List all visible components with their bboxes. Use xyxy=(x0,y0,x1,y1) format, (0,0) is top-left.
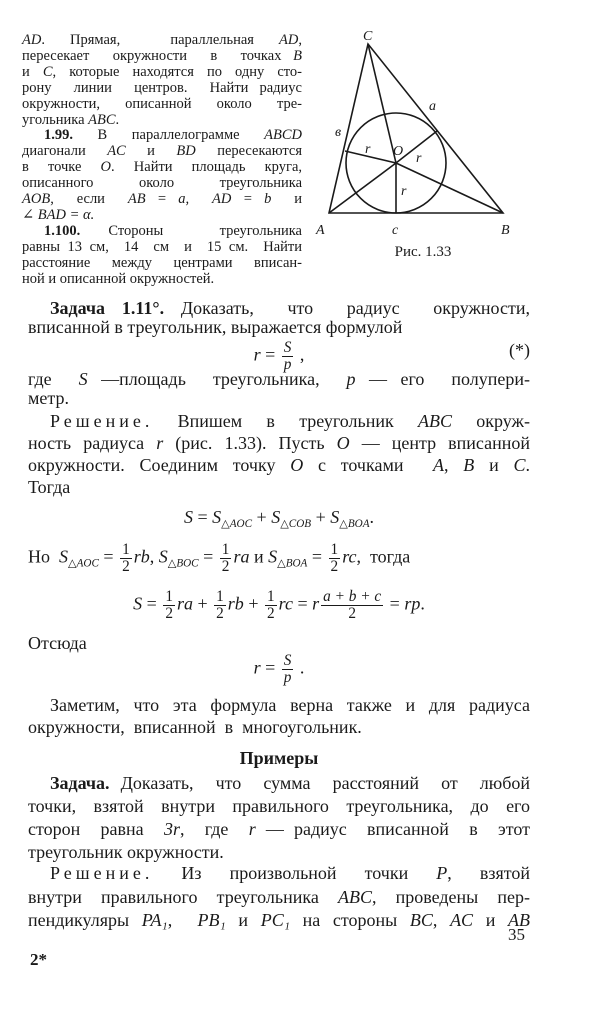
text-line xyxy=(28,542,530,575)
text-run: . Найти площадь круга, xyxy=(111,159,303,176)
radius-label: r xyxy=(401,184,407,199)
text-run: пересекает окружности в точках xyxy=(22,47,294,64)
numerator: a + b + c xyxy=(323,588,382,605)
denominator: 2 xyxy=(221,558,230,576)
text-line xyxy=(28,507,530,534)
math-symbol: 3r xyxy=(163,819,180,839)
math-symbol: B xyxy=(293,47,302,64)
numerator: 1 xyxy=(330,541,339,558)
math-symbol: AB = a, xyxy=(127,191,190,207)
math-symbol: ABC xyxy=(418,411,453,431)
text-run: угольника xyxy=(22,111,89,128)
text-run: метр. xyxy=(28,388,69,408)
math-symbol: C xyxy=(42,63,53,80)
text-run: . xyxy=(420,593,425,614)
math-symbol: r xyxy=(253,657,261,678)
text-line xyxy=(28,887,530,907)
math-symbol: ra xyxy=(233,546,250,567)
math-symbol: A xyxy=(433,455,445,475)
text-run: на стороны xyxy=(289,910,410,930)
signature-mark: 2* xyxy=(30,950,47,969)
math-symbol: p xyxy=(346,369,356,389)
denominator: 2 xyxy=(266,605,275,623)
text-run: . Прямая, параллельная xyxy=(41,32,280,48)
text-line xyxy=(28,317,530,337)
text-run: Отсюда xyxy=(28,633,87,653)
text-line xyxy=(28,388,530,408)
text-run: ной и описанной окружностей. xyxy=(22,270,215,287)
math-symbol: AD = b xyxy=(212,191,272,207)
math-symbol: O xyxy=(290,455,304,475)
text-run: = xyxy=(292,593,313,614)
text-run: описанного около треугольника xyxy=(22,175,302,192)
math-symbol: ABCD xyxy=(264,127,302,144)
text-run: = xyxy=(198,546,218,567)
math-symbol: AC xyxy=(107,143,126,160)
math-symbol: AD xyxy=(279,32,299,48)
text-line xyxy=(28,411,530,431)
denominator: 2 xyxy=(216,605,224,623)
text-run: , xyxy=(298,32,302,48)
text-run: , xyxy=(432,910,451,930)
bold-label: Примеры xyxy=(239,748,319,768)
math-symbol: rc xyxy=(342,546,357,567)
math-symbol: r xyxy=(253,344,261,365)
math-symbol: S xyxy=(271,507,281,527)
math-symbol: S xyxy=(59,546,68,567)
math-symbol: rb xyxy=(133,546,150,567)
center-label-o: O xyxy=(393,144,404,159)
text-run: диагонали xyxy=(22,143,108,160)
bold-label: 1.99. xyxy=(44,127,73,144)
text-run: . xyxy=(525,455,530,475)
subscript: △COB xyxy=(280,517,312,530)
text-run: Впишем в треугольник xyxy=(153,411,419,431)
numerator: 1 xyxy=(122,541,130,558)
numerator: S xyxy=(283,652,292,669)
text-run: = xyxy=(142,593,162,614)
text-run: В параллелограмме xyxy=(73,127,265,144)
fraction xyxy=(329,542,341,575)
fraction xyxy=(321,589,383,622)
text-run: + xyxy=(252,507,272,527)
math-symbol: BC xyxy=(409,910,433,930)
text-line xyxy=(28,369,530,389)
text-run: окружности, описанной около тре- xyxy=(22,95,302,112)
text-line xyxy=(28,589,530,622)
text-run: пендикуляры xyxy=(28,910,142,930)
math-symbol: PC₁ xyxy=(260,910,290,930)
denominator: p xyxy=(283,669,292,687)
math-symbol: rb xyxy=(227,593,244,614)
text-line xyxy=(28,717,530,737)
math-symbol: S xyxy=(133,593,143,614)
text-run: . xyxy=(295,657,305,678)
math-symbol: ∠ BAD = α. xyxy=(22,206,95,223)
text-run: Стороны треугольника xyxy=(80,222,302,239)
text-run: —площадь треугольника, xyxy=(87,369,347,389)
text-line xyxy=(28,796,530,816)
text-run: с точками xyxy=(303,455,434,475)
fraction xyxy=(214,589,226,622)
denominator: 2 xyxy=(348,605,356,623)
math-symbol: B xyxy=(463,455,475,475)
radius-left xyxy=(345,151,396,163)
math-symbol: S xyxy=(158,546,168,567)
text-line xyxy=(28,748,530,768)
text-run: = xyxy=(260,344,280,365)
text-line xyxy=(28,477,530,497)
equation-tag: (*) xyxy=(509,340,530,360)
text-run: вписанной в треугольник, выражается формулой xyxy=(28,317,403,337)
page-number: 35 xyxy=(508,925,525,944)
text-run: окруж- xyxy=(452,411,530,431)
text-line xyxy=(28,910,530,930)
fraction xyxy=(282,653,294,686)
math-symbol: AC xyxy=(450,910,474,930)
math-symbol: P xyxy=(436,863,448,883)
text-run: = xyxy=(385,593,405,614)
text-line xyxy=(28,433,530,453)
numerator: 1 xyxy=(221,541,230,558)
math-symbol: S xyxy=(268,546,278,567)
math-symbol: S xyxy=(212,507,222,527)
math-symbol: C xyxy=(513,455,526,475)
text-run: Но xyxy=(28,546,59,567)
text-run: . xyxy=(115,111,120,128)
text-run: где xyxy=(28,369,79,389)
text-run: + xyxy=(192,593,213,614)
text-line xyxy=(22,271,302,287)
text-run: , если xyxy=(50,191,128,207)
text-line xyxy=(28,633,530,653)
subscript: △BOA xyxy=(277,557,308,570)
spaced-label: Решение. xyxy=(50,863,154,883)
text-run: равны 13 см, 14 см и 15 см. Найти xyxy=(22,238,302,255)
text-run: ность радиуса xyxy=(28,433,157,453)
math-symbol: S xyxy=(183,507,193,527)
text-run: и xyxy=(22,63,43,80)
text-run: окружности, вписанной в многоугольник. xyxy=(28,717,362,737)
text-run: — радиус вписанной в этот xyxy=(255,819,530,839)
text-run: , проведены пер- xyxy=(371,887,530,907)
text-run: , xyxy=(149,546,159,567)
text-run: — его полупери- xyxy=(355,369,530,389)
text-run: пересекаются xyxy=(195,143,302,160)
text-run: = xyxy=(260,657,280,678)
fraction xyxy=(120,542,132,575)
vertex-label-b: B xyxy=(501,223,510,238)
text-line xyxy=(28,819,530,839)
side-label-b: в xyxy=(335,125,342,140)
text-run: точки, взятой внутри правильного треугольника, до его xyxy=(28,796,530,816)
radius-label: r xyxy=(416,151,422,166)
denominator: p xyxy=(283,356,292,374)
triangle-abc xyxy=(329,44,503,213)
text-line xyxy=(28,298,530,318)
figure-caption: Рис. 1.33 xyxy=(394,244,452,260)
math-symbol: PA₁ xyxy=(141,910,168,930)
bold-label: Задача. xyxy=(50,773,110,793)
text-run: и xyxy=(271,191,302,207)
subscript: △BOA xyxy=(339,517,370,530)
math-symbol: r xyxy=(312,593,320,614)
math-symbol: rp xyxy=(404,593,421,614)
math-symbol: AOB xyxy=(22,191,51,207)
text-run: . xyxy=(369,507,375,527)
math-symbol: r xyxy=(248,819,256,839)
math-symbol: O xyxy=(336,433,350,453)
math-symbol: S xyxy=(330,507,340,527)
text-run: , xyxy=(444,455,464,475)
math-symbol: ABC xyxy=(337,887,372,907)
math-symbol: ra xyxy=(176,593,193,614)
vertex-label-a: A xyxy=(316,223,325,238)
math-symbol: AB xyxy=(508,910,531,930)
math-symbol: PB₁ xyxy=(197,910,226,930)
text-run: и xyxy=(125,143,177,160)
math-symbol: BD xyxy=(176,143,196,160)
math-symbol: ABC xyxy=(88,111,116,128)
text-run: , взятой xyxy=(447,863,530,883)
text-line xyxy=(28,653,530,686)
text-run: и xyxy=(225,910,261,930)
text-run: = xyxy=(98,546,119,567)
math-symbol: rc xyxy=(278,593,293,614)
text-run: (рис. 1.33). Пусть xyxy=(163,433,337,453)
denominator: 2 xyxy=(122,558,130,576)
text-run: Доказать, что радиус окружности, xyxy=(164,298,530,318)
side-label-a: a xyxy=(429,99,436,114)
math-symbol: r xyxy=(156,433,164,453)
text-run: Доказать, что сумма расстояний от любой xyxy=(109,773,530,793)
subscript: △AOC xyxy=(68,557,99,570)
fraction xyxy=(220,542,232,575)
figure-1-33 xyxy=(0,0,600,270)
text-run: = xyxy=(192,507,213,527)
text-run: , xyxy=(167,910,198,930)
text-line xyxy=(28,863,530,883)
text-run: окружности. Соединим точку xyxy=(28,455,291,475)
text-run: + xyxy=(311,507,331,527)
numerator: 1 xyxy=(266,588,275,605)
numerator: 1 xyxy=(216,588,224,605)
text-run: и xyxy=(473,910,509,930)
fraction xyxy=(163,589,175,622)
text-line xyxy=(28,773,530,793)
denominator: 2 xyxy=(330,558,339,576)
text-line xyxy=(28,455,530,475)
text-run: в точке xyxy=(22,159,101,176)
text-run: , xyxy=(295,344,305,365)
fraction xyxy=(265,589,277,622)
numerator: S xyxy=(283,339,292,356)
math-symbol: AD xyxy=(22,32,42,48)
text-line xyxy=(28,695,530,715)
subscript: △AOC xyxy=(221,517,253,530)
text-run: Заметим, что эта формула верна также и для радиуса xyxy=(50,695,530,715)
bold-label: 1.100. xyxy=(44,222,81,239)
text-run: — центр вписанной xyxy=(349,433,530,453)
math-symbol: S xyxy=(78,369,88,389)
text-run: = xyxy=(307,546,327,567)
text-run: и xyxy=(474,455,514,475)
radius-label: r xyxy=(365,142,371,157)
text-run: , где xyxy=(179,819,249,839)
text-run: и xyxy=(249,546,269,567)
bold-label: Задача 1.11°. xyxy=(50,298,165,318)
text-run: расстояние между центрами вписан- xyxy=(22,254,302,271)
spaced-label: Решение. xyxy=(50,411,154,431)
side-label-c: c xyxy=(392,223,399,238)
text-run: рону линии центров. Найти радиус xyxy=(22,79,302,96)
text-run: внутри правильного треугольника xyxy=(28,887,338,907)
math-symbol: O xyxy=(100,159,112,176)
bisector-ob xyxy=(396,163,503,213)
text-run: треугольник окружности. xyxy=(28,842,224,862)
text-run: , которые находятся по одну сто- xyxy=(52,63,302,80)
text-run: + xyxy=(243,593,263,614)
vertex-label-c: C xyxy=(363,29,373,44)
text-run: сторон равна xyxy=(28,819,164,839)
denominator: 2 xyxy=(165,605,173,623)
text-run: , тогда xyxy=(356,546,411,567)
subscript: △BOC xyxy=(167,557,199,570)
text-run: Тогда xyxy=(28,477,71,497)
text-line xyxy=(28,842,530,862)
numerator: 1 xyxy=(165,588,173,605)
text-run: Из произвольной точки xyxy=(153,863,437,883)
